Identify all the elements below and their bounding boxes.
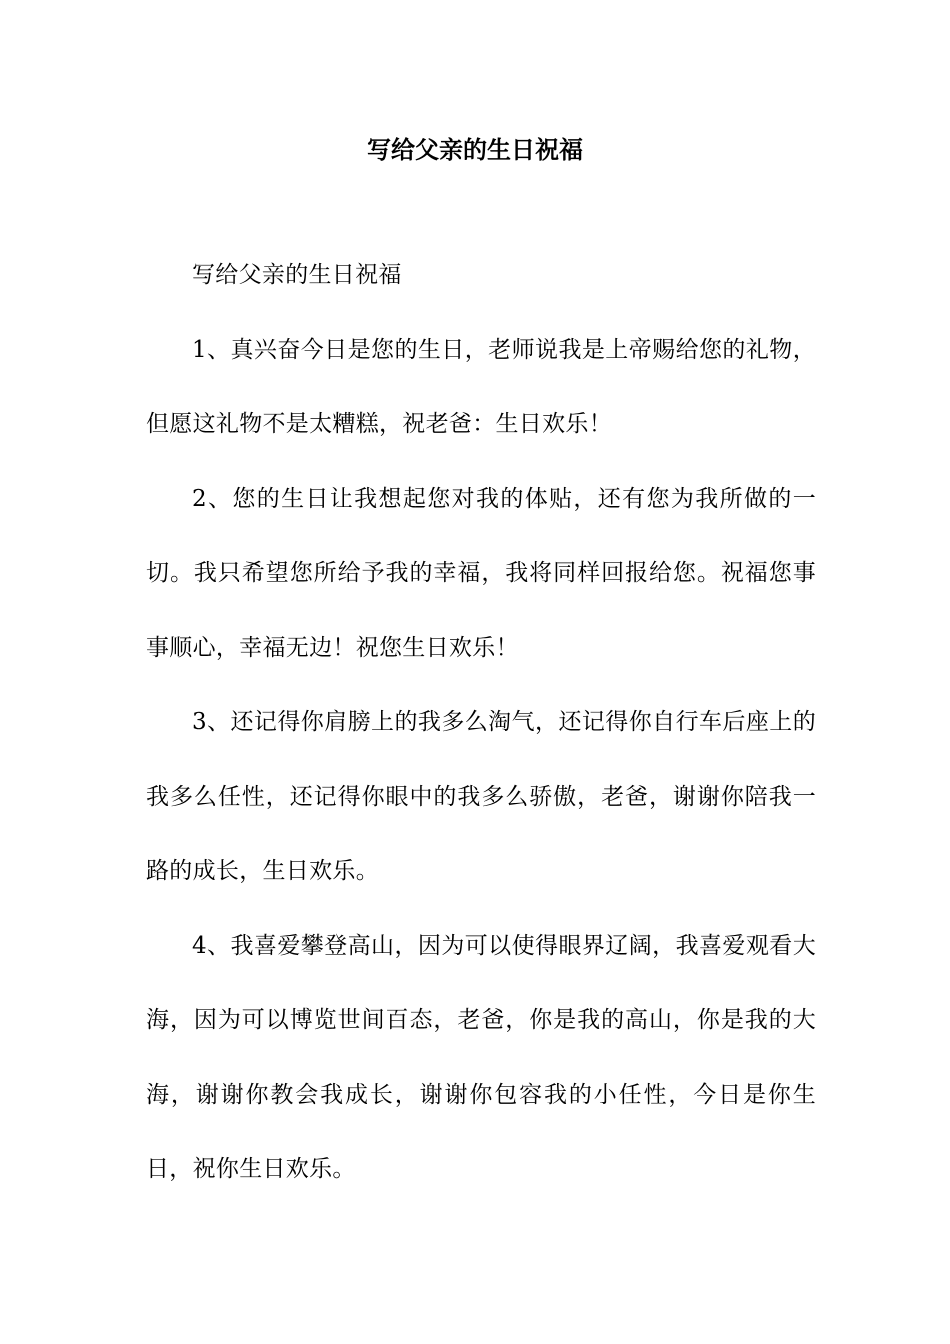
paragraph-1: 1、真兴奋今日是您的生日，老师说我是上帝赐给您的礼物，但愿这礼物不是太糟糕，祝老爸：生日欢乐！: [146, 336, 816, 437]
document-title: 写给父亲的生日祝福: [367, 136, 583, 164]
paragraph-heading: 写给父亲的生日祝福: [192, 262, 402, 288]
paragraph-3: 3、还记得你肩膀上的我多么淘气，还记得你自行车后座上的我多么任性，还记得你眼中的我多么骄傲，老爸，谢谢你陪我一路的成长，生日欢乐。: [146, 709, 816, 884]
paragraph-2: 2、您的生日让我想起您对我的体贴，还有您为我所做的一切。我只希望您所给予我的幸福，我将同样回报给您。祝福您事事顺心，幸福无边！祝您生日欢乐！: [146, 485, 816, 661]
document-body: [146, 238, 816, 1207]
paragraph-4: 4、我喜爱攀登高山，因为可以使得眼界辽阔，我喜爱观看大海，因为可以博览世间百态，老爸，你是我的高山，你是我的大海，谢谢你教会我成长，谢谢你包容我的小任性，今日是你生日，祝你生日欢乐。: [146, 932, 816, 1182]
